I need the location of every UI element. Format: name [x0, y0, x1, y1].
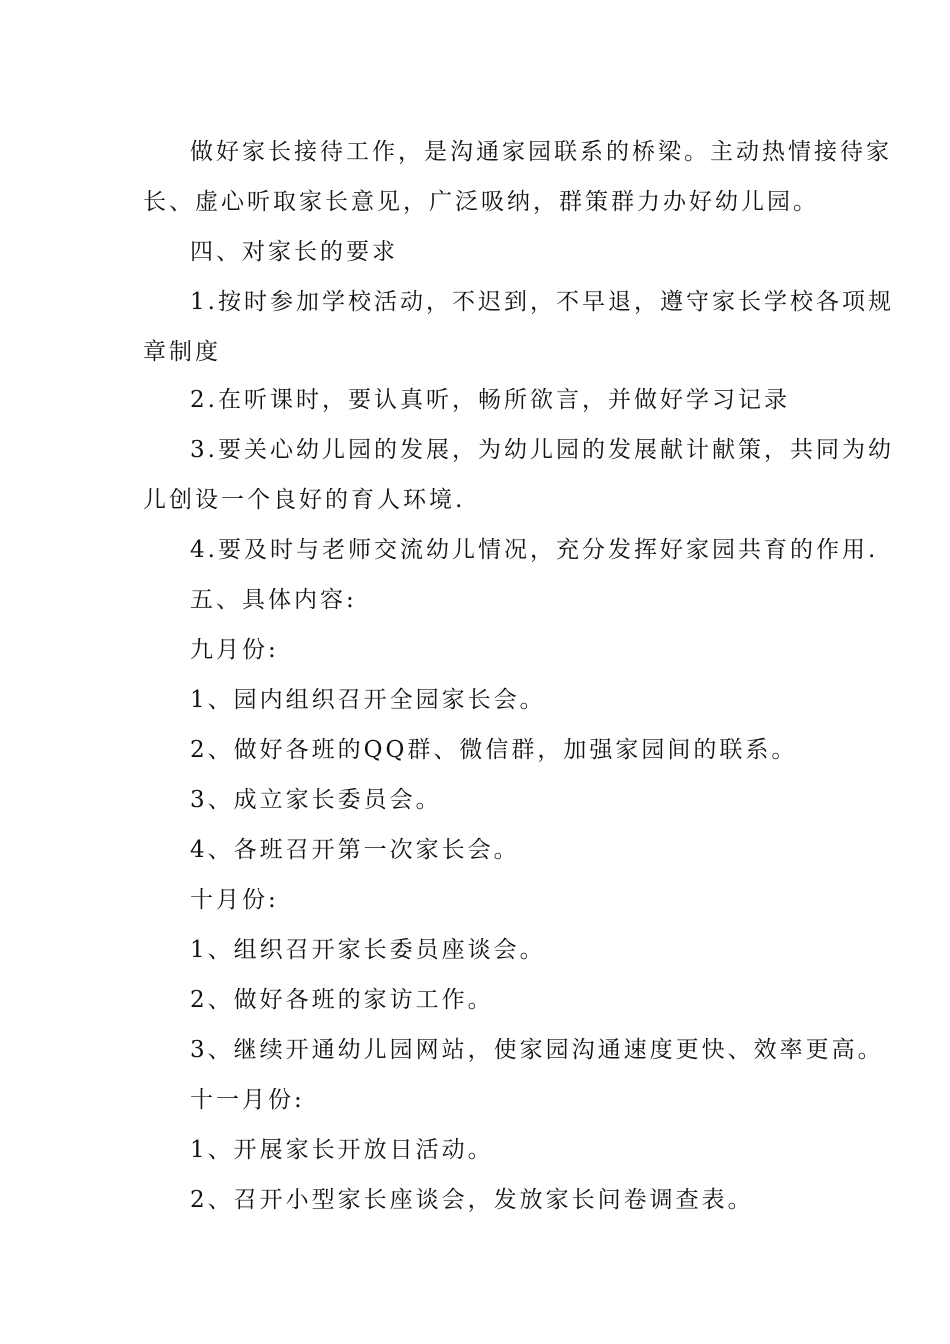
section-heading: 四、对家长的要求 — [190, 239, 398, 265]
list-item: 1、开展家长开放日活动。 — [190, 1137, 494, 1163]
list-item: 3.要关心幼儿园的发展，为幼儿园的发展献计献策，共同为幼 — [190, 437, 894, 463]
paragraph-line: 章制度 — [143, 339, 221, 365]
paragraph-line: 长、虚心听取家长意见，广泛吸纳，群策群力办好幼儿园。 — [143, 189, 819, 215]
list-item: 1、园内组织召开全园家长会。 — [190, 687, 546, 713]
month-heading: 十一月份: — [190, 1087, 305, 1113]
list-item: 2.在听课时，要认真听，畅所欲言，并做好学习记录 — [190, 387, 790, 413]
list-item: 2、做好各班的QQ群、微信群，加强家园间的联系。 — [190, 737, 798, 763]
list-item: 3、继续开通幼儿园网站，使家园沟通速度更快、效率更高。 — [190, 1037, 884, 1063]
paragraph-line: 儿创设一个良好的育人环境. — [143, 487, 466, 513]
list-item: 4.要及时与老师交流幼儿情况，充分发挥好家园共育的作用. — [190, 537, 879, 563]
list-item: 4、各班召开第一次家长会。 — [190, 837, 520, 863]
list-item: 3、成立家长委员会。 — [190, 787, 442, 813]
month-heading: 九月份: — [190, 637, 279, 663]
list-item: 2、做好各班的家访工作。 — [190, 987, 494, 1013]
section-heading: 五、具体内容: — [190, 587, 357, 613]
list-item: 1.按时参加学校活动，不迟到，不早退，遵守家长学校各项规 — [190, 289, 894, 315]
paragraph-line: 做好家长接待工作，是沟通家园联系的桥梁。主动热情接待家 — [190, 139, 892, 165]
list-item: 1、组织召开家长委员座谈会。 — [190, 937, 546, 963]
list-item: 2、召开小型家长座谈会，发放家长问卷调查表。 — [190, 1187, 754, 1213]
month-heading: 十月份: — [190, 887, 279, 913]
